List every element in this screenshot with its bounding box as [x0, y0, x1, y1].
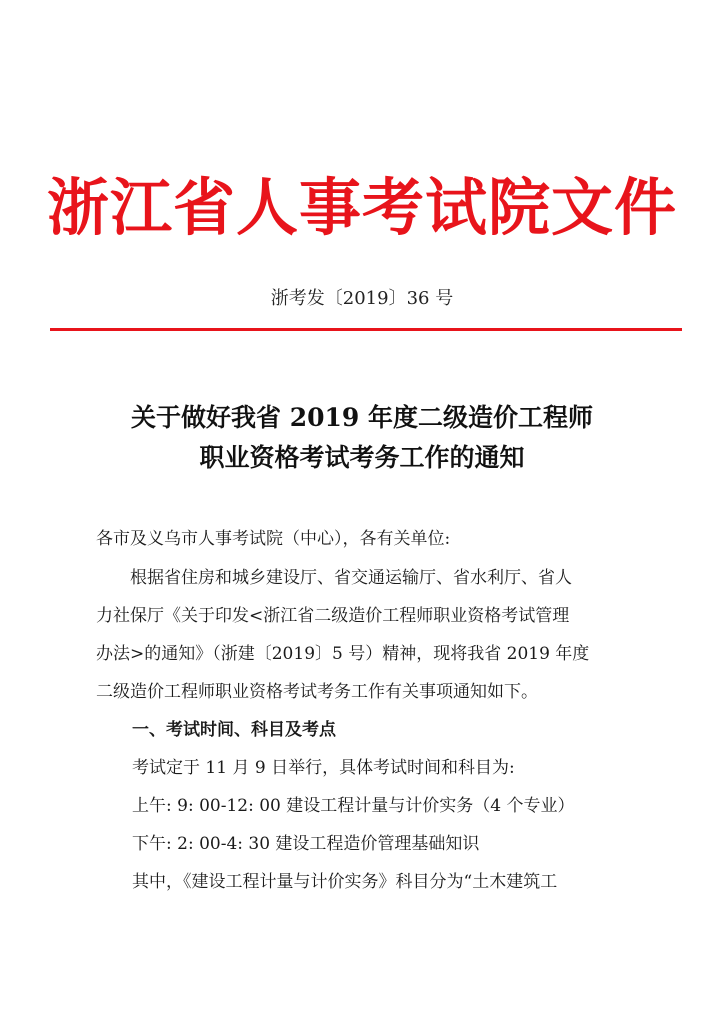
notice-title-line-1: 关于做好我省 2019 年度二级造价工程师 [131, 403, 593, 432]
document-number: 浙考发〔2019〕36 号 [270, 288, 454, 309]
paragraph-1-line-4: 二级造价工程师职业资格考试考务工作有关事项通知如下。 [96, 682, 538, 702]
salutation: 各市及义乌市人事考试院（中心），各有关单位: [96, 529, 451, 549]
afternoon-session-line: 下午: 2: 00-4: 30 建设工程造价管理基础知识 [132, 834, 480, 854]
issuing-authority-title: 浙江省人事考试院文件 [46, 171, 677, 244]
morning-session-line: 上午: 9: 00-12: 00 建设工程计量与计价实务（4 个专业） [132, 796, 575, 816]
notice-title-line-2: 职业资格考试考务工作的通知 [199, 443, 525, 472]
paragraph-1-line-1: 根据省住房和城乡建设厅、省交通运输厅、省水利厅、省人 [130, 568, 572, 588]
section-1-heading: 一、考试时间、科目及考点 [132, 720, 336, 740]
subject-description-line: 其中，《建设工程计量与计价实务》科目分为“土木建筑工 [132, 872, 558, 892]
paragraph-1-line-3: 办法>的通知》（浙建〔2019〕5 号）精神，现将我省 2019 年度 [96, 644, 590, 664]
paragraph-1-line-2: 力社保厅《关于印发<浙江省二级造价工程师职业资格考试管理 [96, 606, 570, 626]
notice-title [0, 398, 724, 478]
red-divider-line [50, 328, 682, 331]
exam-date-line: 考试定于 11 月 9 日举行，具体考试时间和科目为: [132, 758, 515, 778]
